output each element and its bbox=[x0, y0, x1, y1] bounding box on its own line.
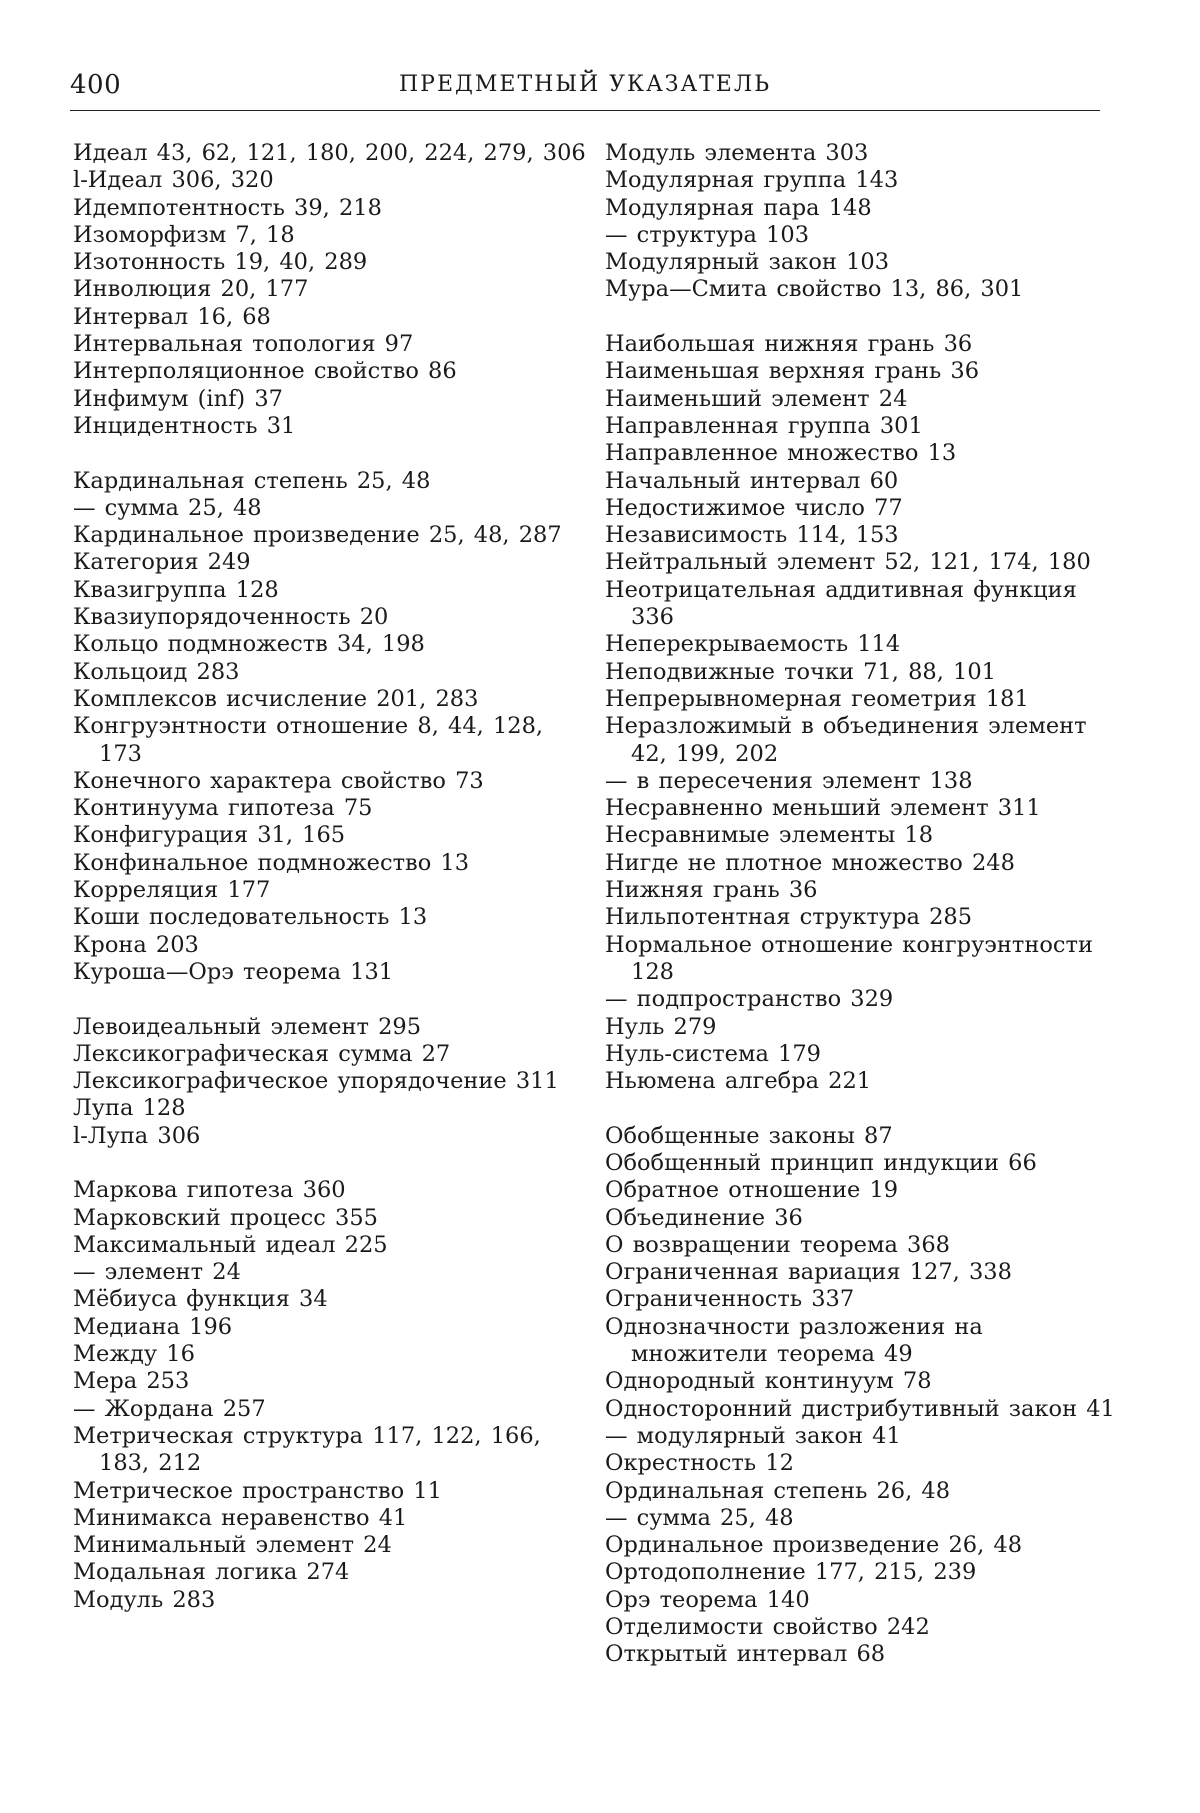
index-entry: Мера 253 bbox=[73, 1368, 190, 1395]
section-gap bbox=[605, 304, 1125, 331]
running-title: ПРЕДМЕТНЫЙ УКАЗАТЕЛЬ bbox=[398, 72, 772, 97]
index-entry: — структура 103 bbox=[605, 221, 810, 248]
index-entry: Нильпотентная структура 285 bbox=[605, 904, 973, 931]
index-entry: Категория 249 bbox=[73, 549, 251, 576]
index-entry: Кардинальная степень 25, 48 bbox=[73, 467, 431, 494]
index-entry: — сумма 25, 48 bbox=[605, 1504, 794, 1531]
index-entry: Изотонность 19, 40, 289 bbox=[73, 249, 368, 276]
index-entry: Ортодополнение 177, 215, 239 bbox=[605, 1559, 977, 1586]
index-entry: Нейтральный элемент 52, 121, 174, 180 bbox=[605, 549, 1091, 576]
index-entry: Кольцоид 283 bbox=[73, 658, 240, 685]
index-entry: Квазигруппа 128 bbox=[73, 576, 279, 603]
index-entry: Инволюция 20, 177 bbox=[73, 276, 309, 303]
index-entry: Нигде не плотное множество 248 bbox=[605, 849, 1015, 876]
index-entry: Изоморфизм 7, 18 bbox=[73, 221, 295, 248]
index-entry: Несравненно меньший элемент 311 bbox=[605, 795, 1041, 822]
index-entry: — модулярный закон 41 bbox=[605, 1422, 901, 1449]
index-entry: Инфимум (inf) 37 bbox=[73, 385, 283, 412]
index-entry: Неразложимый в объединения элемент 42, 199, 202 bbox=[605, 713, 1087, 767]
index-entry: Направленное множество 13 bbox=[605, 440, 957, 467]
index-entry: Кардинальное произведение 25, 48, 287 bbox=[73, 522, 562, 549]
index-entry: — подпространство 329 bbox=[605, 986, 894, 1013]
section-gap bbox=[73, 1150, 593, 1177]
index-entry: Кольцо подмножеств 34, 198 bbox=[73, 631, 425, 658]
index-entry: Левоидеальный элемент 295 bbox=[73, 1013, 422, 1040]
index-entry: Ординальное произведение 26, 48 bbox=[605, 1532, 1023, 1559]
index-entry: Медиана 196 bbox=[73, 1313, 233, 1340]
index-entry: Конечного характера свойство 73 bbox=[73, 767, 484, 794]
index-entry: Ограниченность 337 bbox=[605, 1286, 855, 1313]
index-entry: Минимальный элемент 24 bbox=[73, 1532, 392, 1559]
index-entry: Маркова гипотеза 360 bbox=[73, 1177, 346, 1204]
section-gap bbox=[605, 1095, 1125, 1122]
index-entry: Начальный интервал 60 bbox=[605, 467, 899, 494]
index-entry: — сумма 25, 48 bbox=[73, 494, 262, 521]
index-entry: Ординальная степень 26, 48 bbox=[605, 1477, 951, 1504]
index-entry: Лупа 128 bbox=[73, 1095, 186, 1122]
index-entry: Мёбиуса функция 34 bbox=[73, 1286, 328, 1313]
index-entry: Недостижимое число 77 bbox=[605, 494, 903, 521]
index-entry: Метрическая структура 117, 122, 166, 183, 212 bbox=[73, 1422, 541, 1477]
index-entry: Нуль-система 179 bbox=[605, 1040, 821, 1067]
index-entry: Модулярная пара 148 bbox=[605, 194, 872, 221]
index-entry: Модуль элемента 303 bbox=[605, 140, 869, 166]
index-entry: О возвращении теорема 368 bbox=[605, 1231, 950, 1258]
index-entry: Конфинальное подмножество 13 bbox=[73, 849, 470, 876]
section-gap bbox=[73, 440, 593, 467]
index-entry: Минимакса неравенство 41 bbox=[73, 1504, 408, 1531]
index-entry: Обобщенные законы 87 bbox=[605, 1122, 893, 1149]
index-entry: Корреляция 177 bbox=[73, 877, 271, 904]
index-entry: Независимость 114, 153 bbox=[605, 522, 899, 549]
index-entry: Лексикографическая сумма 27 bbox=[73, 1040, 451, 1067]
index-entry: Модуль 283 bbox=[73, 1586, 216, 1613]
index-column-left bbox=[73, 140, 593, 1614]
index-entry: l-Идеал 306, 320 bbox=[73, 167, 274, 194]
index-entry: Куроша—Орэ теорема 131 bbox=[73, 958, 394, 985]
index-entry: Неотрицательная аддитивная функция 336 bbox=[605, 576, 1077, 631]
index-entry: Континуума гипотеза 75 bbox=[73, 795, 373, 822]
index-entry: Комплексов исчисление 201, 283 bbox=[73, 685, 479, 712]
index-entry: Коши последовательность 13 bbox=[73, 904, 428, 931]
index-entry: Однородный континуум 78 bbox=[605, 1368, 932, 1395]
index-entry: Наибольшая нижняя грань 36 bbox=[605, 331, 973, 358]
index-entry: — элемент 24 bbox=[73, 1259, 241, 1286]
index-entry: — Жордана 257 bbox=[73, 1395, 266, 1422]
index-entry: Несравнимые элементы 18 bbox=[605, 822, 934, 849]
index-entry: Модулярный закон 103 bbox=[605, 249, 890, 276]
index-entry: Марковский процесс 355 bbox=[73, 1204, 378, 1231]
index-column-right bbox=[605, 140, 1125, 1669]
index-entry: Ограниченная вариация 127, 338 bbox=[605, 1259, 1012, 1286]
index-entry: Модальная логика 274 bbox=[73, 1559, 350, 1586]
index-entry: Интервал 16, 68 bbox=[73, 303, 271, 330]
index-entry: Неподвижные точки 71, 88, 101 bbox=[605, 658, 996, 685]
index-entry: Идеал 43, 62, 121, 180, 200, 224, 279, 306 bbox=[73, 140, 586, 166]
page-number: 400 bbox=[70, 70, 122, 100]
index-entry: Наименьшая верхняя грань 36 bbox=[605, 358, 980, 385]
index-entry: Конфигурация 31, 165 bbox=[73, 822, 346, 849]
index-entry: Неперекрываемость 114 bbox=[605, 631, 901, 658]
index-entry: Квазиупорядоченность 20 bbox=[73, 604, 389, 631]
index-entry: Ньюмена алгебра 221 bbox=[605, 1068, 872, 1095]
index-entry: — в пересечения элемент 138 bbox=[605, 767, 973, 794]
index-entry: l-Лупа 306 bbox=[73, 1122, 201, 1149]
index-entry: Односторонний дистрибутивный закон 41 bbox=[605, 1395, 1115, 1422]
index-entry: Между 16 bbox=[73, 1341, 195, 1368]
index-entry: Инцидентность 31 bbox=[73, 412, 296, 439]
index-entry: Обратное отношение 19 bbox=[605, 1177, 899, 1204]
index-entry: Интервальная топология 97 bbox=[73, 331, 414, 358]
page-header bbox=[70, 66, 1100, 111]
index-entry: Крона 203 bbox=[73, 931, 199, 958]
index-entry: Нормальное отношение конгруэнтности 128 bbox=[605, 931, 1093, 985]
index-entry: Лексикографическое упорядочение 311 bbox=[73, 1068, 559, 1095]
index-entry: Объединение 36 bbox=[605, 1204, 803, 1231]
index-entry: Идемпотентность 39, 218 bbox=[73, 194, 382, 221]
index-entry: Нижняя грань 36 bbox=[605, 877, 818, 904]
index-entry: Непрерывномерная геометрия 181 bbox=[605, 685, 1029, 712]
index-entry: Открытый интервал 68 bbox=[605, 1641, 886, 1668]
index-entry: Окрестность 12 bbox=[605, 1450, 794, 1477]
index-entry: Орэ теорема 140 bbox=[605, 1586, 810, 1613]
index-entry: Нуль 279 bbox=[605, 1013, 717, 1040]
index-entry: Метрическое пространство 11 bbox=[73, 1477, 442, 1504]
index-entry: Направленная группа 301 bbox=[605, 412, 923, 439]
index-entry: Мура—Смита свойство 13, 86, 301 bbox=[605, 276, 1024, 303]
index-entry: Наименьший элемент 24 bbox=[605, 385, 908, 412]
index-entry: Отделимости свойство 242 bbox=[605, 1614, 930, 1641]
index-entry: Максимальный идеал 225 bbox=[73, 1231, 388, 1258]
index-entry: Конгруэнтности отношение 8, 44, 128, 173 bbox=[73, 713, 544, 767]
index-entry: Однозначности разложения на множители теорема 49 bbox=[605, 1313, 983, 1368]
index-entry: Обобщенный принцип индукции 66 bbox=[605, 1149, 1037, 1176]
section-gap bbox=[73, 986, 593, 1013]
index-entry: Интерполяционное свойство 86 bbox=[73, 358, 457, 385]
index-entry: Модулярная группа 143 bbox=[605, 167, 899, 194]
